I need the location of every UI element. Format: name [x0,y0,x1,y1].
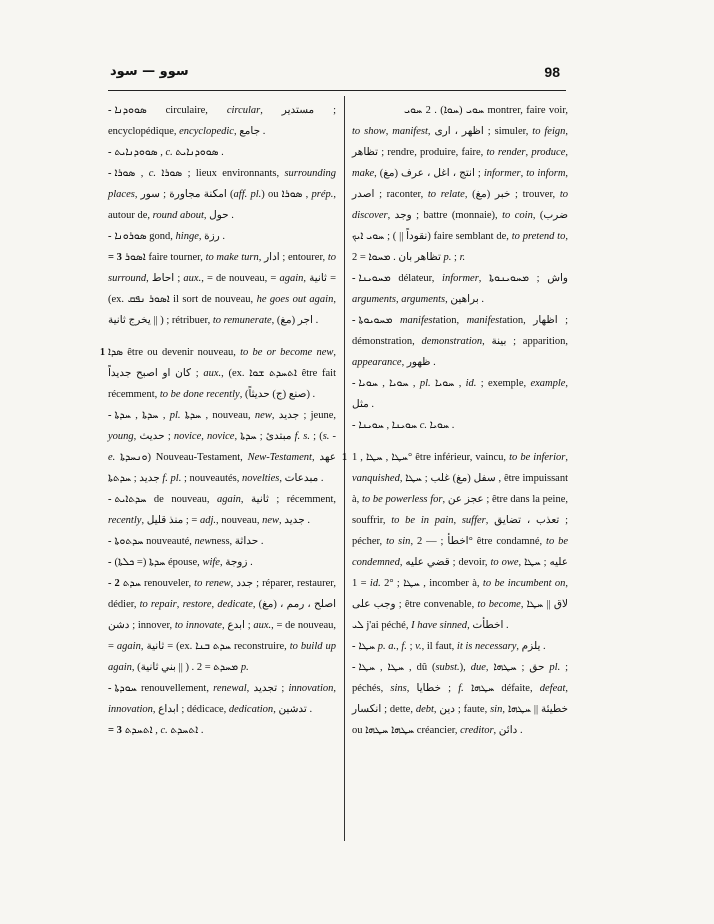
entry-text: ܣܘܘܕܢܐܝܬ , c. ܣܘܘܕܢܐܝܬ . [114,147,224,158]
entry-text: ܚܘܝܢܐ , ܚܘܝܢܐ c. ܚܘܝܐ . [358,420,455,431]
column-divider [344,96,345,841]
entry-marker: = 3 [108,725,122,736]
dictionary-entry [352,373,568,415]
entry-text: ܡܚܘܝܘܬܐ manifestation, manifestation, اظهار ; démonstration, demonstration, بينة ; apparition, appearance, ظهور . [352,315,568,368]
entry-text: ܐܣܘܪ faire tourner, to make turn, ادار ; entourer, to surround, احاط ; aux., = de nouveau, = again, ثانية = (ex. ܐܣܘܪ ܢܦܩ il sort de nouveau, he goes out again, يخرج ثانية || ) ; rétribuer, to remunerate, (مغ) اجر . [108,252,337,326]
entry-marker: - 2 [108,578,120,589]
entry-text: ܚܕܬܐܝܬ de nouveau, again, ثانية ; récemment, recently, منذ قليل ; = adj., nouveau, new, جديد . [108,494,337,526]
dictionary-entry [108,489,336,531]
entry-text: ܚܛܐ p. a., f. ; v., il faut, it is necessary, يلزم . [358,641,546,652]
root-number: 1 [100,347,105,358]
entry-text: ܣܕܐ être ou devenir nouveau, to be or become new, كان او اصبح جديداً ; aux., (ex. ܐܬܚܕܬ ܫܘܐ être fait récemment, to be done recently, (صنع (ج) حديثاً) . [108,347,336,400]
entry-marker: - [108,168,112,179]
dictionary-entry [342,447,569,636]
dictionary-entry [108,163,336,226]
entry-text: ܐܬܚܕܬ , c. ܐܬܚܕܬ . [124,725,204,736]
entry-marker: - [352,641,356,652]
entry-text: ܚܕܬ renouveler, to renew, جدد ; réparer, restaurer, dédier, to repair, restore, dedicate, (مغ) اصلح ، رمم ، دشن ; innover, to innovate, ابدع ; aux., = de nouveau, = again, ثانية = (ex. ܚܕܬ ܒܢܐ reconstruire, to build up again, (بني ثانية || ) . ܡܚܕܬ = 2 p. [108,578,337,673]
entry-marker: - [352,420,356,431]
header-rule [108,90,566,91]
entry-marker: - [108,557,112,568]
entry-text: ܚܘܕܬܐ renouvellement, renewal, تجديد ; innovation, innovation, ابداع ; dédicace, dedication, تدشين . [108,683,337,715]
dictionary-entry [108,531,336,552]
dictionary-entry [108,552,336,573]
dictionary-entry [100,342,336,405]
dictionary-entry [108,405,336,489]
dictionary-entry [352,310,568,373]
dictionary-entry [352,657,568,741]
entry-text: ܚܘܝܐ , ܚܘܝܐ , pl. ܚܘܝܐ , id. ; exemple, example, مثل . [352,378,569,410]
entry-marker: - [108,147,112,158]
dictionary-entry [108,720,336,741]
dictionary-entry [108,573,336,678]
entry-text: ܣܘܪܘܢܐ gond, hinge, رزة . [114,231,226,242]
running-title: سوو — سود [110,64,189,79]
dictionary-entry [352,415,568,436]
dictionary-entry [108,100,336,142]
entry-marker: = 3 [108,252,122,263]
entry-text: ܣܘܘܕܢܐ circulaire, circular, مستدير ; encyclopédique, encyclopedic, جامع . [108,105,337,137]
dictionary-entry [108,678,336,720]
entry-text: ܚܘܝ (ܚܘܐ) . 2 ܚܘܝ montrer, faire voir, to show, manifest, اظهر ، ارى ; simuler, to feign, تظاهر ; rendre, produire, faire, to render, produce, make, انتج ، اغل ، عرف (مغ) ; informer, to inform, اصدر ; raconter, to relate, خبر (مغ) ; trouver, to discover, وجد ; battre (monnaie), to coin, (ضرب (نقوداً || ) ; ܚܘܝ ܐܝܟ faire semblant de, to pretend to, تظاهر بان . ܡܚܘܐ = 2 p. ; r. [352,105,569,263]
dictionary-entry [108,142,336,163]
entry-text: ܚܛܐ , ܚܛܐ , dû (subst.), due, حق ; ܚܛܗܐ pl. ; péchés, sins, خطايا ; f. ܚܛܗܐ défaite, defeat, انكسار ; dette, debt, دين ; faute, sin, خطيئة || ܚܛܗܐ ou ܚܛܗܐ ܚܛܗܐ créancier, creditor, دائن . [352,662,569,736]
entry-marker: - [108,683,112,694]
entry-text: ܚܕܬܐ , ܚܕܬܐ , pl. ܚܕܬܐ , nouveau, new, جديد ; jeune, young, حديث ; novice, novice, مبتدئ ; ܚܕܬܐ f. s. ; (s. - e. ܘܢܚܕܬܐ) Nouveau-Testament, New-Testament, عهد جديد ; ܚܕܬܬܐ f. pl. ; nouveautés, novelties, مبدعات . [108,410,337,484]
entry-marker: - [352,662,356,673]
entry-text: ܚܕܬܘܬܐ nouveauté, newness, حداثة . [114,536,264,547]
entry-marker: - [352,273,356,284]
right-column [342,100,569,741]
entry-marker: - [108,105,112,116]
entry-marker: - [108,410,112,421]
dictionary-entry [108,226,336,247]
entry-text: ܚܕܬܐ (= ܟܠܬܐ) épouse, wife, زوجة . [114,557,253,568]
entry-marker: - [108,231,112,242]
dictionary-entry [108,247,336,331]
entry-marker: - [108,536,112,547]
entry-text: ܚܛܐ , ܚܛܐ , 1° être inférieur, vaincu, to be inferior, vanquished, سفل (مغ) غلب ; ܚܛܐ , être impuissant à, to be powerless for, عجز عن ; être dans la peine, souffrir, to be in pain, suffer, تعذب ، تضايق ; pécher, to sin, اخطأ ; — 2° être condamné, to be condemned, قضي عليه ; devoir, to owe, عليه ; ܚܛܐ = 1 id. 2° ; ܚܛܐ , incomber à, to be incumbent on, وجب على ; être convenable, to become, لاق || ܚܛܐ ܠܝ j'ai péché, I have sinned, اخطأت . [352,452,569,631]
page-number: 98 [544,64,560,80]
entry-marker: - [108,494,112,505]
entry-text: ܣܘܪܐ , c. ܣܘܪܐ ; lieux environnants, surrounding places, امكنة مجاورة ; سور (aff. pl.) ou ܣܘܪܐ , prép., autour de, round about, حول . [108,168,337,221]
entry-marker: - [352,315,356,326]
entry-marker: - [352,378,356,389]
left-column [100,100,337,741]
dictionary-entry [352,268,568,310]
dictionary-entry [352,100,568,268]
page-header [100,64,570,86]
root-number: 1 [342,452,347,463]
entry-text: ܡܚܘܝܢܐ délateur, informer, واش ; ܡܚܘܝܢܘܬܐ arguments, arguments, براهين . [352,273,568,305]
dictionary-entry [352,636,568,657]
